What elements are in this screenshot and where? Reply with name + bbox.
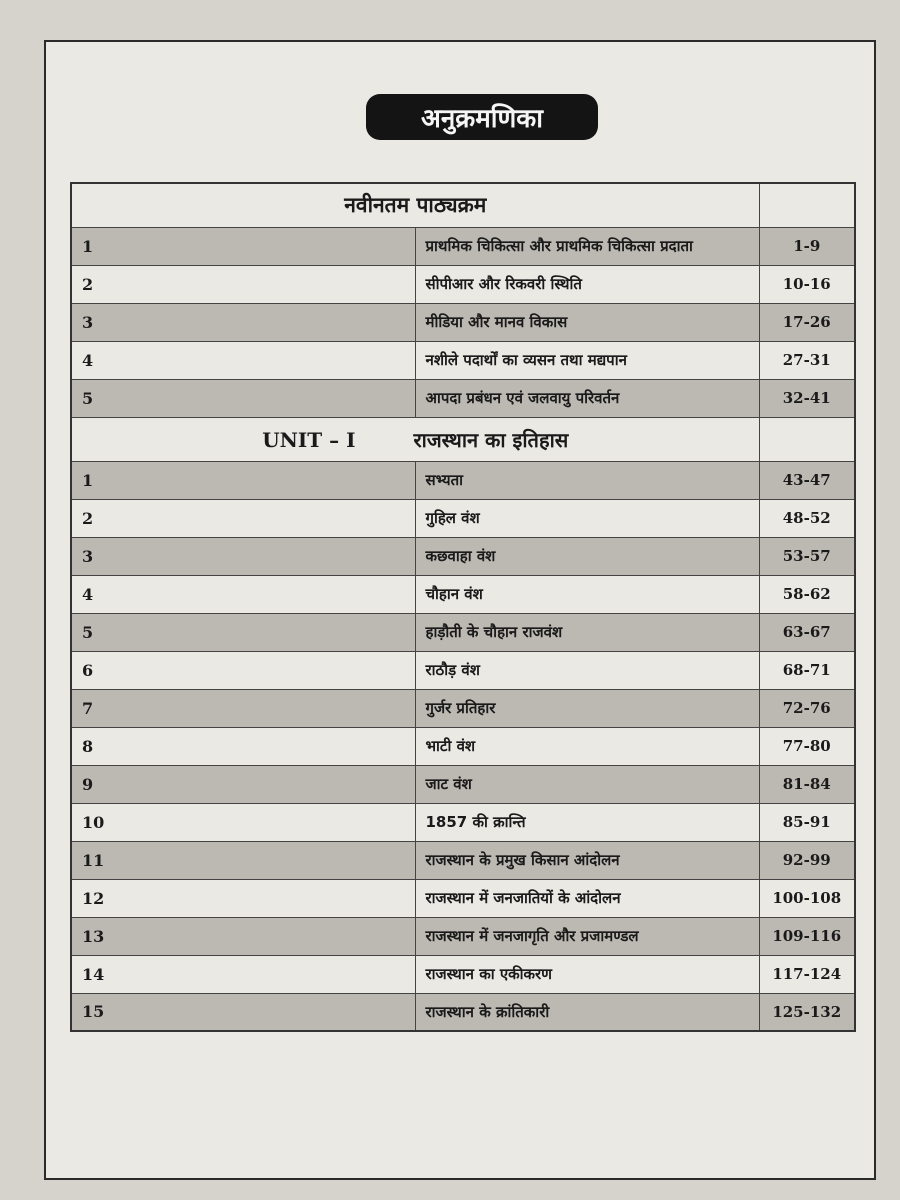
toc-row-pages: 17-26 xyxy=(759,303,855,341)
toc-row-topic: राजस्थान के प्रमुख किसान आंदोलन xyxy=(415,841,759,879)
toc-row-number: 1 xyxy=(71,461,415,499)
toc-row-topic: राजस्थान के क्रांतिकारी xyxy=(415,993,759,1031)
toc-row xyxy=(71,499,855,537)
toc-row xyxy=(71,841,855,879)
toc-row xyxy=(71,537,855,575)
unit-header-row xyxy=(71,417,855,461)
toc-row-pages: 117-124 xyxy=(759,955,855,993)
toc-row-pages: 85-91 xyxy=(759,803,855,841)
toc-row-number: 4 xyxy=(71,341,415,379)
toc-row-pages: 68-71 xyxy=(759,651,855,689)
page-title: अनुक्रमणिका xyxy=(366,94,598,140)
toc-row-topic: राजस्थान का एकीकरण xyxy=(415,955,759,993)
toc-row-topic: जाट वंश xyxy=(415,765,759,803)
toc-row-pages: 43-47 xyxy=(759,461,855,499)
toc-row-topic: चौहान वंश xyxy=(415,575,759,613)
section-heading-page-cell xyxy=(759,183,855,227)
toc-row-pages: 32-41 xyxy=(759,379,855,417)
toc-row xyxy=(71,917,855,955)
toc-row-topic: राजस्थान में जनजागृति और प्रजामण्डल xyxy=(415,917,759,955)
toc-row-topic: राठौड़ वंश xyxy=(415,651,759,689)
unit-heading-page-cell xyxy=(759,417,855,461)
toc-row xyxy=(71,303,855,341)
toc-row xyxy=(71,993,855,1031)
document-page xyxy=(44,40,876,1180)
toc-row-topic: सभ्यता xyxy=(415,461,759,499)
toc-row-number: 10 xyxy=(71,803,415,841)
toc-row xyxy=(71,379,855,417)
toc-row-topic: गुर्जर प्रतिहार xyxy=(415,689,759,727)
toc-row-pages: 53-57 xyxy=(759,537,855,575)
toc-row-topic: सीपीआर और रिकवरी स्थिति xyxy=(415,265,759,303)
toc-row-number: 15 xyxy=(71,993,415,1031)
toc-row-topic: 1857 की क्रान्ति xyxy=(415,803,759,841)
toc-row-pages: 72-76 xyxy=(759,689,855,727)
toc-row xyxy=(71,651,855,689)
toc-row-number: 6 xyxy=(71,651,415,689)
toc-row-number: 3 xyxy=(71,303,415,341)
toc-row-topic: मीडिया और मानव विकास xyxy=(415,303,759,341)
toc-row-topic: प्राथमिक चिकित्सा और प्राथमिक चिकित्सा प्रदाता xyxy=(415,227,759,265)
toc-row xyxy=(71,341,855,379)
toc-row-pages: 63-67 xyxy=(759,613,855,651)
toc-row-topic: हाड़ौती के चौहान राजवंश xyxy=(415,613,759,651)
toc-row-number: 12 xyxy=(71,879,415,917)
toc-row-pages: 77-80 xyxy=(759,727,855,765)
toc-row-topic: आपदा प्रबंधन एवं जलवायु परिवर्तन xyxy=(415,379,759,417)
toc-row-number: 14 xyxy=(71,955,415,993)
toc-row xyxy=(71,689,855,727)
toc-row-pages: 109-116 xyxy=(759,917,855,955)
toc-row-pages: 27-31 xyxy=(759,341,855,379)
toc-row xyxy=(71,765,855,803)
toc-row xyxy=(71,803,855,841)
toc-row-number: 2 xyxy=(71,265,415,303)
toc-row xyxy=(71,613,855,651)
toc-row-pages: 1-9 xyxy=(759,227,855,265)
toc-row-topic: कछवाहा वंश xyxy=(415,537,759,575)
toc-row-number: 3 xyxy=(71,537,415,575)
toc-row-number: 1 xyxy=(71,227,415,265)
toc-row-pages: 10-16 xyxy=(759,265,855,303)
section-heading: नवीनतम पाठ्यक्रम xyxy=(71,183,759,227)
unit-label: UNIT – I xyxy=(262,427,356,452)
toc-row xyxy=(71,727,855,765)
toc-row xyxy=(71,575,855,613)
toc-row-number: 9 xyxy=(71,765,415,803)
toc-row-pages: 58-62 xyxy=(759,575,855,613)
toc-row-number: 13 xyxy=(71,917,415,955)
toc-row-pages: 92-99 xyxy=(759,841,855,879)
unit-title: राजस्थान का इतिहास xyxy=(413,427,569,452)
toc-row-topic: गुहिल वंश xyxy=(415,499,759,537)
toc-row xyxy=(71,227,855,265)
section-header-row xyxy=(71,183,855,227)
toc-row-number: 11 xyxy=(71,841,415,879)
unit-heading xyxy=(71,417,759,461)
toc-row-number: 4 xyxy=(71,575,415,613)
toc-row-pages: 125-132 xyxy=(759,993,855,1031)
toc-row-pages: 81-84 xyxy=(759,765,855,803)
toc-row xyxy=(71,879,855,917)
toc-row xyxy=(71,461,855,499)
toc-row-number: 7 xyxy=(71,689,415,727)
toc-row-pages: 100-108 xyxy=(759,879,855,917)
toc-row-topic: नशीले पदार्थों का व्यसन तथा मद्यपान xyxy=(415,341,759,379)
toc-row-topic: राजस्थान में जनजातियों के आंदोलन xyxy=(415,879,759,917)
toc-row-topic: भाटी वंश xyxy=(415,727,759,765)
toc-row-number: 5 xyxy=(71,379,415,417)
toc-row xyxy=(71,955,855,993)
toc-row-pages: 48-52 xyxy=(759,499,855,537)
toc-row-number: 5 xyxy=(71,613,415,651)
toc-row-number: 8 xyxy=(71,727,415,765)
toc-table xyxy=(70,182,856,1032)
toc-row-number: 2 xyxy=(71,499,415,537)
toc-row xyxy=(71,265,855,303)
